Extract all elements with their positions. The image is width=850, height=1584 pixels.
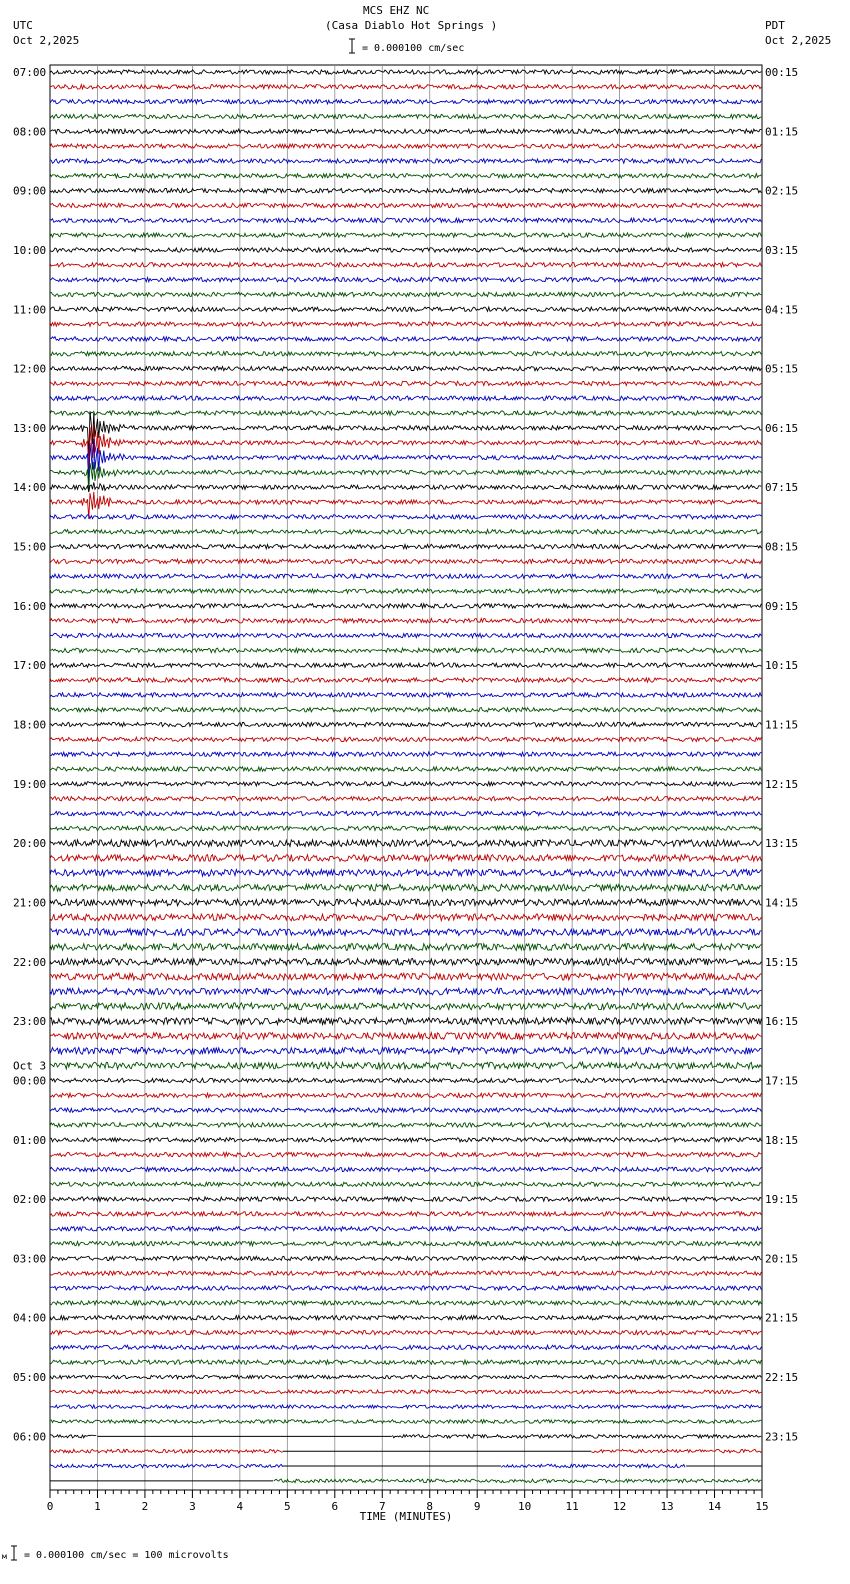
x-tick-label: 2 (141, 1500, 149, 1513)
trace-line (50, 840, 761, 847)
trace-line (50, 352, 761, 356)
trace-line (50, 1375, 761, 1379)
scale-bar-icon (349, 39, 355, 53)
trace-line (50, 633, 761, 637)
right-hour-label: 10:15 (765, 659, 799, 673)
trace-line (50, 1345, 761, 1349)
trace-line (50, 914, 761, 921)
trace-line (50, 619, 761, 623)
trace-line (50, 737, 761, 741)
left-hour-label: 13:00 (13, 421, 47, 435)
trace-line (50, 1316, 761, 1320)
trace-line (50, 396, 761, 400)
left-hour-label: 20:00 (13, 837, 47, 851)
left-hour-label: 00:00 (13, 1074, 47, 1088)
trace-line (50, 1108, 761, 1112)
trace-line (50, 129, 761, 133)
trace-line (50, 85, 761, 89)
trace-line (50, 411, 761, 456)
trace-line (50, 1405, 761, 1409)
trace-line (50, 589, 761, 593)
left-hour-label: 05:00 (13, 1371, 47, 1385)
x-tick-label: 1 (94, 1500, 101, 1513)
trace-line (50, 1138, 761, 1142)
x-tick-label: 11 (565, 1500, 579, 1513)
trace-line (50, 174, 761, 178)
trace-line (50, 189, 761, 193)
left-hour-label: 18:00 (13, 718, 47, 732)
trace-line (50, 144, 761, 148)
trace-line (50, 70, 761, 74)
right-hour-label: 06:15 (765, 421, 799, 435)
trace-line (50, 1286, 761, 1290)
x-tick-label: 4 (236, 1500, 244, 1513)
trace-line (50, 1256, 761, 1260)
left-hour-label: 23:00 (13, 1015, 47, 1029)
left-hour-label: 08:00 (13, 125, 47, 139)
left-hour-label: 02:00 (13, 1193, 47, 1207)
x-tick-label: 12 (612, 1500, 627, 1513)
trace-line (50, 797, 761, 801)
x-tick-label: 15 (755, 1500, 769, 1513)
left-hour-label: 16:00 (13, 599, 47, 613)
trace-line (50, 678, 761, 682)
right-hour-label: 02:15 (765, 184, 799, 198)
left-date: Oct 2,2025 (13, 34, 80, 47)
trace-line (50, 899, 761, 906)
trace-line (50, 1078, 761, 1082)
trace-line (50, 307, 761, 311)
trace-line (50, 1018, 761, 1025)
right-hour-label: 18:15 (765, 1133, 799, 1147)
x-tick-label: 7 (378, 1500, 386, 1513)
trace-line (50, 782, 761, 786)
trace-line (50, 233, 761, 237)
day-change-label: Oct 3 (13, 1059, 47, 1073)
trace-line (50, 1241, 761, 1245)
right-hour-label: 07:15 (765, 481, 799, 495)
trace-line (50, 439, 761, 485)
trace-line (50, 322, 761, 326)
trace-line (50, 292, 761, 296)
trace-line (50, 767, 761, 771)
left-hour-label: 11:00 (13, 303, 47, 317)
x-tick-label: 9 (473, 1500, 481, 1513)
trace-line (50, 855, 761, 862)
calibration-label: = 0.000100 cm/sec = 100 microvolts (24, 1550, 229, 1561)
trace-line (50, 159, 761, 163)
x-tick-label: 13 (660, 1500, 674, 1513)
trace-line (50, 544, 761, 548)
right-timezone: PDT (765, 19, 785, 32)
x-axis-title: TIME (MINUTES) (359, 1510, 453, 1523)
right-hour-label: 00:15 (765, 66, 799, 79)
trace-line (50, 1330, 761, 1334)
trace-line (50, 218, 761, 222)
calibration-bar-icon (2, 1546, 17, 1561)
trace-line (50, 1152, 761, 1156)
trace-line (50, 826, 761, 830)
trace-line (50, 559, 761, 563)
left-hour-label: 09:00 (13, 184, 47, 198)
trace-line (50, 574, 761, 578)
right-hour-label: 04:15 (765, 303, 799, 317)
right-hour-label: 09:15 (765, 599, 799, 613)
trace-line (50, 648, 761, 652)
trace-line (50, 114, 761, 118)
trace-line (50, 708, 761, 712)
trace-line (50, 1047, 761, 1054)
x-tick-label: 6 (331, 1500, 339, 1513)
trace-line (50, 530, 761, 534)
right-hour-label: 22:15 (765, 1371, 799, 1385)
trace-line (50, 1301, 761, 1305)
left-timezone: UTC (13, 19, 33, 32)
left-hour-label: 14:00 (13, 481, 47, 495)
trace-line (50, 492, 761, 519)
trace-line (50, 1033, 761, 1040)
trace-line (50, 1197, 761, 1201)
right-hour-label: 21:15 (765, 1311, 799, 1325)
trace-line (50, 366, 761, 370)
right-hour-label: 16:15 (765, 1015, 799, 1029)
trace-line (50, 1271, 761, 1275)
left-hour-label: 04:00 (13, 1311, 47, 1325)
left-hour-label: 07:00 (13, 66, 47, 79)
trace-line (50, 482, 761, 492)
left-hour-label: 15:00 (13, 540, 47, 554)
trace-line (50, 1420, 761, 1424)
left-hour-label: 12:00 (13, 362, 47, 376)
right-hour-label: 15:15 (765, 955, 799, 969)
right-hour-label: 20:15 (765, 1252, 799, 1266)
x-tick-label: 3 (189, 1500, 196, 1513)
trace-line (274, 1479, 762, 1483)
left-hour-label: 22:00 (13, 955, 47, 969)
trace-line (50, 944, 761, 951)
right-hour-label: 03:15 (765, 243, 799, 257)
trace-line (50, 811, 761, 815)
trace-line (50, 752, 761, 756)
trace-line (50, 973, 761, 980)
left-hour-label: 19:00 (13, 777, 47, 791)
trace-line (50, 1360, 761, 1364)
right-hour-label: 13:15 (765, 837, 799, 851)
trace-line (50, 884, 761, 891)
left-hour-label: 10:00 (13, 243, 47, 257)
station-title: MCS EHZ NC (363, 4, 430, 17)
trace-line (50, 411, 761, 415)
right-hour-label: 12:15 (765, 777, 799, 791)
right-date: Oct 2,2025 (765, 34, 832, 47)
right-hour-label: 11:15 (765, 718, 799, 732)
trace-line (50, 1167, 761, 1171)
svg-text:м: м (2, 1552, 7, 1561)
trace-line (50, 663, 761, 667)
trace-line (50, 381, 761, 385)
right-hour-label: 08:15 (765, 540, 799, 554)
scale-label: = 0.000100 cm/sec (362, 43, 465, 54)
trace-line (50, 1062, 761, 1069)
trace-line (50, 1093, 761, 1097)
trace-line (50, 424, 761, 470)
trace-line (50, 1212, 761, 1216)
trace-line (50, 277, 761, 281)
trace-line (50, 263, 761, 267)
right-hour-label: 14:15 (765, 896, 799, 910)
trace-line (50, 337, 761, 341)
right-hour-label: 17:15 (765, 1074, 799, 1088)
x-tick-label: 10 (518, 1500, 532, 1513)
left-hour-label: 01:00 (13, 1133, 47, 1147)
trace-line (50, 1182, 761, 1186)
trace-line (50, 988, 761, 995)
right-hour-label: 23:15 (765, 1430, 799, 1444)
x-tick-label: 8 (426, 1500, 434, 1513)
x-tick-label: 0 (46, 1500, 54, 1513)
trace-line (50, 693, 761, 697)
trace-line (50, 515, 761, 519)
right-hour-label: 01:15 (765, 125, 799, 139)
trace-line (50, 604, 761, 608)
trace-line (50, 203, 761, 207)
left-hour-label: 03:00 (13, 1252, 47, 1266)
left-hour-label: 21:00 (13, 896, 47, 910)
x-tick-label: 14 (707, 1500, 722, 1513)
x-tick-label: 5 (284, 1500, 291, 1513)
left-hour-label: 17:00 (13, 659, 47, 673)
trace-line (50, 1123, 761, 1127)
trace-line (50, 1003, 761, 1010)
trace-line (50, 722, 761, 726)
trace-line (50, 958, 761, 965)
trace-line (50, 248, 761, 252)
trace-line (50, 1390, 761, 1394)
right-hour-label: 05:15 (765, 362, 799, 376)
right-hour-label: 19:15 (765, 1193, 799, 1207)
trace-line (50, 869, 761, 876)
location-subtitle: (Casa Diablo Hot Springs ) (325, 19, 498, 32)
trace-line (50, 100, 761, 104)
left-hour-label: 06:00 (13, 1430, 47, 1444)
trace-line (50, 929, 761, 936)
trace-line (50, 1227, 761, 1231)
